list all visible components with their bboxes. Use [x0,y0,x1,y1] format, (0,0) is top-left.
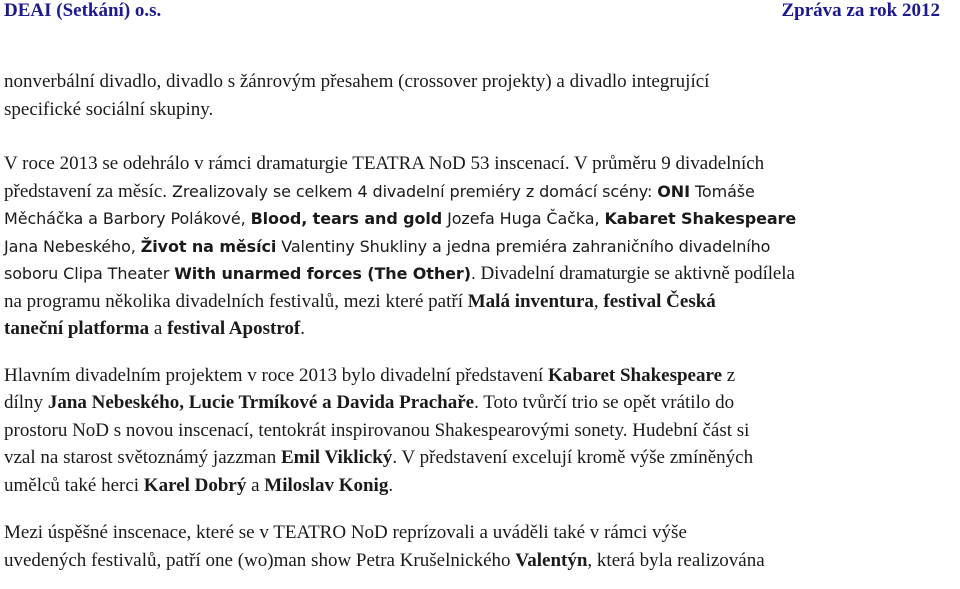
text-run: dílny [4,392,48,413]
text-line: nonverbální divadlo, divadlo s žánrovým přesahem (crossover projekty) a divadlo integrující [4,71,710,92]
text-run: . [300,318,305,339]
text-run: , [593,290,604,312]
bold-title: Život na měsíci [140,236,277,256]
bold-title: festival Apostrof [167,318,301,339]
text-run: . Toto tvůrčí trio se opět vrátilo do [474,392,735,413]
text-run: uvedených festivalů, patří one (wo)man show Petra Krušelnického [4,549,516,571]
text-line [4,205,954,233]
bold-title: festival Česká [603,290,716,312]
bold-names: Jana Nebeského, Lucie Trmíkové a Davida Prachaře [47,392,475,413]
bold-title: Malá inventura [467,290,594,312]
text-line [4,315,954,343]
bold-name: Emil Viklický [280,447,393,468]
text-run: a [246,474,265,496]
text-line: Mezi úspěšné inscenace, které se v TEATRO NoD reprízovali a uváděli také v rámci výše [4,522,687,543]
text-line [4,288,954,316]
bold-title: ONI [657,181,690,201]
text-line: V roce 2013 se odehrálo v rámci dramaturgie TEATRA NoD 53 inscenací. V průměru 9 divadelních [4,153,765,174]
bold-title: Kabaret Shakespeare [548,364,723,386]
text-line [4,260,954,288]
report-title: Zpráva za rok 2012 [781,0,940,21]
text-run: soboru Clipa Theater [4,264,175,283]
document-body [4,68,954,574]
bold-title: Valentýn [515,549,588,571]
text-line: prostoru NoD s novou inscenací, tentokrát inspirovanou Shakespearovými sonety. Hudební část si [4,419,750,441]
text-run: Hlavním divadelním projektem v roce 2013 bylo divadelní představení [4,364,549,386]
paragraph-4 [4,519,954,574]
bold-title: Kabaret Shakespeare [604,209,797,228]
text-run: umělců také herci [4,474,144,496]
text-run: Měcháčka a Barbory Polákové, [4,209,251,228]
bold-title: With unarmed forces (The Other) [174,264,471,283]
text-run: Valentiny Shukliny a jedna premiéra zahraničního divadelního [276,236,771,256]
paragraph-1 [4,68,954,123]
text-line [4,233,954,261]
text-run: . [470,264,476,283]
text-run: , která byla realizována [587,549,765,571]
text-line: specifické sociální skupiny. [4,98,214,120]
paragraph-3 [4,362,954,500]
page-header [4,0,940,30]
text-line [4,389,954,417]
text-line [4,444,954,472]
paragraph-2 [4,150,954,343]
bold-name: Karel Dobrý [143,474,247,496]
bold-name: Miloslav Konig [264,474,389,496]
text-run: Jana Nebeského, [4,236,141,256]
text-run: vzal na starost světoznámý jazzman [4,447,281,468]
text-run: Jozefa Huga Čačka, [442,209,605,228]
bold-title: taneční platforma [4,318,150,339]
text-run: Divadelní dramaturgie se aktivně podílela [475,263,795,284]
text-run: z [722,364,736,386]
text-line [4,547,954,575]
text-run: Tomáše [689,181,755,201]
text-run: . [388,474,394,496]
text-line [4,472,954,500]
text-run: představení za měsíc. [4,180,168,202]
text-line [4,362,954,390]
text-line [4,178,954,206]
bold-title: Blood, tears and gold [250,209,443,228]
text-run: a [149,318,168,339]
text-run: . V představení excelují kromě výše zmíněných [392,447,754,468]
text-run: na programu několika divadelních festivalů, mezi které patří [4,290,468,312]
text-run: Zrealizovaly se celkem 4 divadelní premiéry z domácí scény: [167,181,658,201]
organization-name: DEAI (Setkání) o.s. [4,0,162,21]
